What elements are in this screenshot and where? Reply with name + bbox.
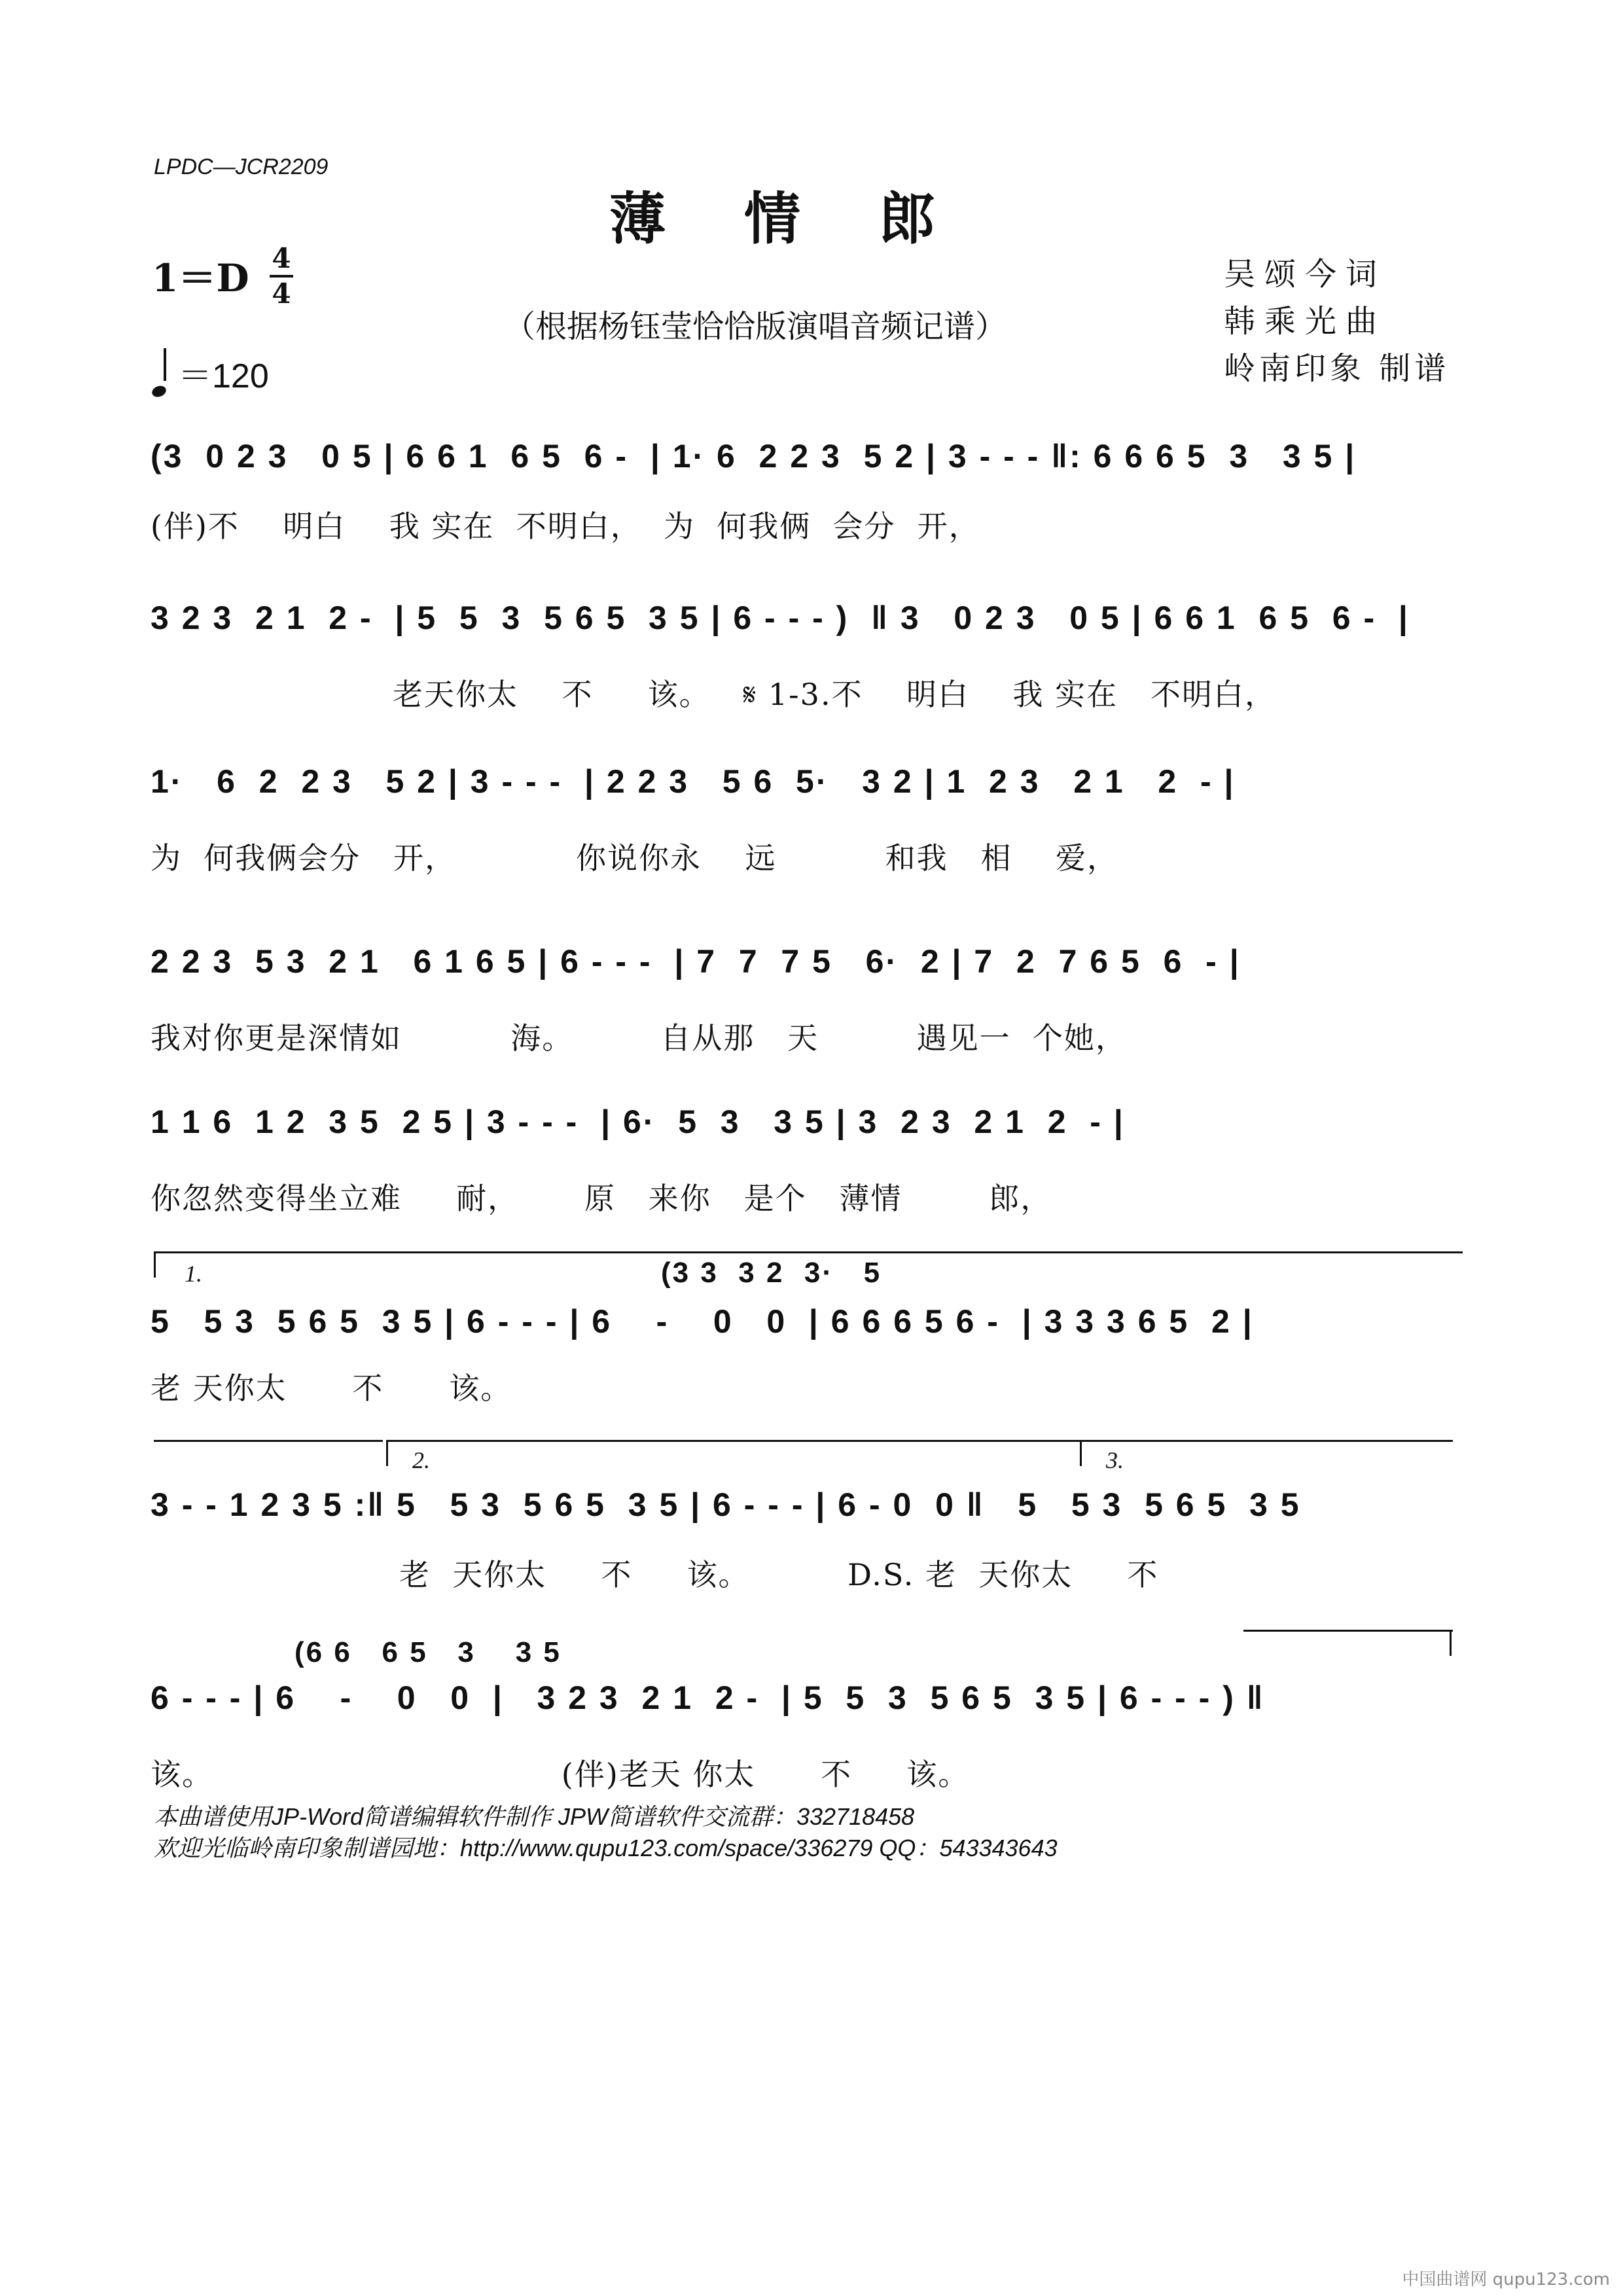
notes-line-8: 6 - - - | 6 - 0 0 | 3 2 3 2 1 2 - | 5 5 3 5 6 5 3 5 | 6 - - - ) ‖: [151, 1679, 1265, 1716]
lyrics-line-4: 我对你更是深情如 海。 自从那 天 遇见一 个她，: [151, 1020, 1127, 1056]
tempo-marking: [152, 348, 269, 397]
volta-bracket-1: [154, 1251, 1463, 1253]
notes-line-4: 2 2 3 5 3 2 1 6 1 6 5 | 6 - - - | 7 7 7 5 6· 2 | 7 2 7 6 5 6 - |: [151, 943, 1241, 980]
notes-line-6: 5 5 3 5 6 5 3 5 | 6 - - - | 6 - 0 0 | 6 6 6 5 6 - | 3 3 3 6 5 2 |: [151, 1303, 1254, 1340]
volta-3-label: 3.: [1106, 1447, 1124, 1473]
volta-1-label: 1.: [185, 1261, 202, 1287]
footer-website-line: 欢迎光临岭南印象制谱园地：http://www.qupu123.com/space/336279 QQ：543343643: [154, 1835, 1058, 1861]
notes-line-8-upper: (6 6 6 5 3 3 5: [294, 1636, 562, 1668]
lyrics-line-5: 你忽然变得坐立难 耐， 原 来你 是个 薄情 郎，: [151, 1181, 1052, 1216]
volta-2-label: 2.: [412, 1447, 430, 1473]
lyrics-line-6: 老 天你太 不 该。: [151, 1371, 512, 1406]
footer-software-line: 本曲谱使用JP-Word简谱编辑软件制作 JPW简谱软件交流群：332718458: [154, 1803, 915, 1830]
volta-bracket-3: [1080, 1440, 1453, 1442]
lyrics-line-3: 为 何我俩会分 开， 你说你永 远 和我 相 爱，: [151, 840, 1119, 876]
subtitle: （根据杨钰莹恰恰版演唱音频记谱）: [504, 308, 1007, 345]
lyrics-line-1: (伴)不 明白 我 实在 不明白， 为 何我俩 会分 开，: [151, 509, 980, 544]
time-signature: [267, 243, 296, 309]
notes-line-5: 1 1 6 1 2 3 5 2 5 | 3 - - - | 6· 5 3 3 5 | 3 2 3 2 1 2 - |: [151, 1103, 1125, 1140]
quarter-note-icon: [151, 384, 168, 399]
composer: 韩乘光曲: [1224, 303, 1387, 340]
notes-line-3: 1· 6 2 2 3 5 2 | 3 - - - | 2 2 3 5 6 5· 3 2 | 1 2 3 2 1 2 - |: [151, 763, 1236, 800]
score-code: LPDC—JCR2209: [154, 154, 329, 179]
volta-bracket-2: [386, 1440, 1080, 1442]
lyrics-line-8: 该。 (伴)老天 你太 不 该。: [151, 1757, 970, 1792]
notes-line-6-upper: (3 3 3 2 3· 5: [661, 1257, 882, 1289]
lyricist: 吴颂今词: [1224, 256, 1387, 293]
lyrics-line-2: 老天你太 不 该。 𝄋 1-3.不 明白 我 实在 不明白，: [393, 677, 1277, 712]
key-signature: 1＝D: [152, 256, 249, 300]
tempo-value: ＝120: [178, 357, 269, 395]
notes-line-1: (3 0 2 3 0 5 | 6 6 1 6 5 6 - | 1· 6 2 2 3 5 2 | 3 - - - ‖: 6 6 6 5 3 3 5 |: [151, 438, 1357, 475]
lyrics-line-7: 老 天你太 不 该。 D.S. 老 天你太 不: [399, 1557, 1159, 1592]
song-title: 薄情郎: [609, 186, 1014, 252]
arranger: 岭南印象 制谱: [1224, 350, 1450, 387]
time-signature-top: 4: [272, 242, 291, 274]
notes-line-7: 3 - - 1 2 3 5 :‖ 5 5 3 5 6 5 3 5 | 6 - - - | 6 - 0 0 ‖ 5 5 3 5 6 5 3 5: [151, 1486, 1301, 1523]
notes-line-2: 3 2 3 2 1 2 - | 5 5 3 5 6 5 3 5 | 6 - - - ) ‖ 3 0 2 3 0 5 | 6 6 1 6 5 6 - |: [151, 600, 1410, 636]
site-watermark: 中国曲谱网 qupu123.com: [1402, 2270, 1610, 2289]
time-signature-bottom: 4: [272, 278, 291, 310]
